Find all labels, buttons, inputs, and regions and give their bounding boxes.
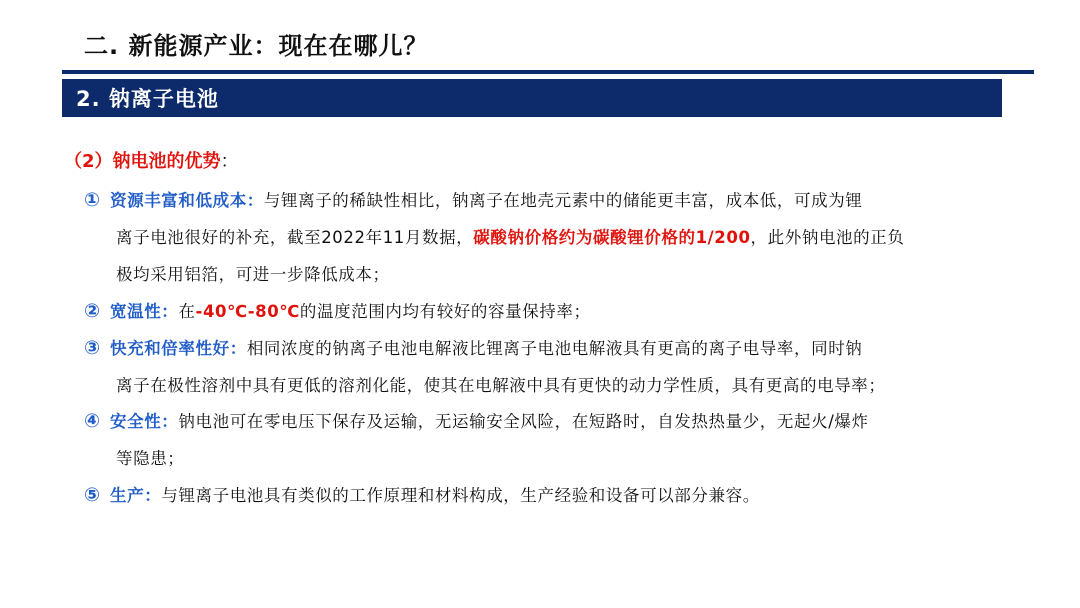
item-text: 离子在极性溶剂中具有更低的溶剂化能，使其在电解液中具有更快的动力学性质，具有更高的电导率； bbox=[116, 376, 886, 395]
subheading-label: （2）钠电池的优势 bbox=[64, 151, 221, 172]
item-label: 生产： bbox=[110, 486, 162, 505]
item-text-line bbox=[116, 372, 886, 396]
item-text: 等隐患； bbox=[116, 449, 185, 468]
section-header-bar bbox=[62, 79, 1002, 117]
item-text-line bbox=[116, 261, 390, 285]
list-item bbox=[84, 408, 869, 432]
list-item bbox=[84, 335, 862, 359]
item-text: 在 bbox=[178, 302, 196, 321]
item-text: 相同浓度的钠离子电池电解液比锂离子电池电解液具有更高的离子电导率，同时钠 bbox=[246, 339, 863, 358]
item-text: 钠电池可在零电压下保存及运输，无运输安全风险，在短路时，自发热热量少，无起火/爆炸 bbox=[178, 412, 869, 431]
item-text-line bbox=[116, 224, 904, 248]
item-number: ④ bbox=[84, 410, 101, 432]
item-number: ① bbox=[84, 189, 101, 211]
list-item bbox=[84, 187, 862, 211]
item-text: 离子电池很好的补充，截至2022年11月数据， bbox=[116, 228, 474, 247]
item-text: 与锂离子的稀缺性相比，钠离子在地壳元素中的储能更丰富，成本低，可成为锂 bbox=[263, 191, 863, 210]
temperature-highlight: -40℃-80℃ bbox=[195, 302, 300, 321]
item-number: ② bbox=[84, 300, 101, 322]
item-text: 与锂离子电池具有类似的工作原理和材料构成，生产经验和设备可以部分兼容。 bbox=[161, 486, 760, 505]
list-item bbox=[84, 298, 591, 322]
price-highlight: 碳酸钠价格约为碳酸锂价格的1/200 bbox=[473, 228, 751, 247]
item-text: 的温度范围内均有较好的容量保持率； bbox=[299, 302, 591, 321]
item-label: 快充和倍率性好： bbox=[110, 339, 247, 358]
subheading-colon: ： bbox=[220, 151, 239, 172]
item-number: ⑤ bbox=[84, 484, 101, 506]
item-text: 极均采用铝箔，可进一步降低成本； bbox=[116, 265, 390, 284]
item-text: ，此外钠电池的正负 bbox=[750, 228, 905, 247]
title-divider bbox=[62, 70, 1034, 74]
list-item bbox=[84, 482, 760, 506]
item-text-line bbox=[116, 445, 184, 469]
subheading bbox=[64, 147, 239, 173]
item-label: 宽温性： bbox=[110, 302, 179, 321]
item-label: 资源丰富和低成本： bbox=[110, 191, 264, 210]
item-number: ③ bbox=[84, 337, 101, 359]
page-title: 二. 新能源产业：现在在哪儿？ bbox=[84, 32, 429, 60]
item-label: 安全性： bbox=[110, 412, 179, 431]
section-title: 2. 钠离子电池 bbox=[76, 87, 219, 111]
